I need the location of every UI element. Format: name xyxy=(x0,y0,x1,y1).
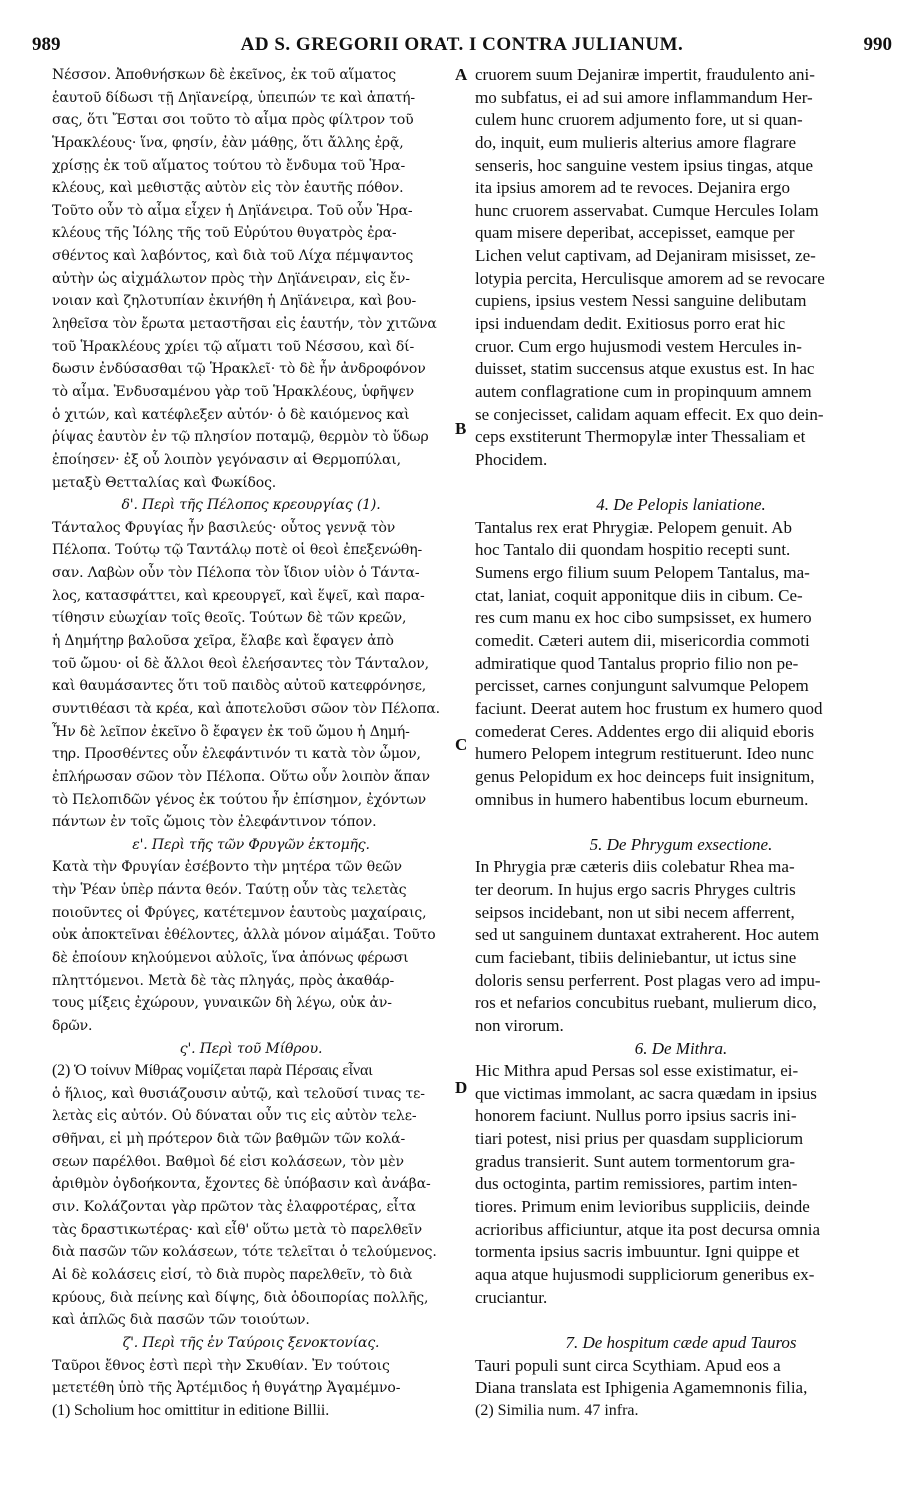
latin-text-line: cruciantur. xyxy=(475,1287,548,1307)
greek-text-line: λετὰς εἰς αὐτόν. Οὐ δύναται οὖν τις εἰς αὐτὸν τελε- xyxy=(52,1108,417,1125)
greek-text-line: πάντων ἐν τοῖς ὤμοις τὸν ἐλεφάντινον τόπον. xyxy=(52,814,377,831)
greek-text-line: καὶ θαυμάσαντες ὅτι τοῦ παιδὸς αὐτοῦ κατεφρόνησε, xyxy=(52,678,427,695)
greek-text-line: τους μίξεις ἐχώρουν, γυναικῶν δὴ λέγω, οὐκ ἀν- xyxy=(52,995,392,1012)
latin-text-line: senseris, hoc sanguine vestem ipsius tingas, atque xyxy=(475,155,814,175)
latin-text-line: In Phrygia præ cæteris diis colebatur Rhea ma- xyxy=(475,857,795,877)
greek-text-line: καὶ ἁπλῶς διὰ πασῶν τῶν τοιούτων. xyxy=(52,1312,310,1329)
greek-text-line: ζ'. Περὶ τῆς ἐν Ταύροις ξενοκτονίας. xyxy=(122,1334,380,1351)
latin-text-line: tiari potest, nisi prius per quasdam suppliciorum xyxy=(475,1129,804,1149)
latin-text-line: cum faciebant, tibiis deliniebantur, ut ictus sine xyxy=(475,947,797,967)
greek-text-line: Ἦν δὲ λεῖπον ἐκεῖνο ὃ ἔφαγεν ἐκ τοῦ ὤμου ἡ Δημή- xyxy=(52,723,410,740)
greek-text-line: κλέους, καὶ μεθιστᾷς αὐτὸν εἰς τὸν ἑαυτῆς πόθον. xyxy=(52,180,404,197)
latin-text-line: gradus transierit. Sunt autem tormentorum gra- xyxy=(475,1151,796,1171)
greek-column xyxy=(52,64,450,1422)
latin-text-line: ipsi induendam dedit. Exitiosus porro erat hic xyxy=(475,314,786,334)
latin-text-line: cupiens, ipsius vestem Nessi sanguine delibutam xyxy=(475,291,807,311)
latin-text-line: Diana translata est Iphigenia Agamemnonis filia, xyxy=(475,1378,808,1398)
latin-text-line: hoc Tantalo dii quondam hospitio recepti sunt. xyxy=(475,540,791,560)
latin-text-line: tormenta ipsius sacris imbuuntur. Igni quippe et xyxy=(475,1242,800,1262)
latin-text-line: omnibus in humero habentibus locum eburneum. xyxy=(475,789,809,809)
latin-text-line: honorem faciunt. Nullus porro ipsius sacris ini- xyxy=(475,1106,797,1126)
margin-marker-c: C xyxy=(455,735,468,754)
greek-text-line: λος, κατασφάττει, καὶ κρεουργεῖ, καὶ ἕψεῖ, καὶ παρα- xyxy=(52,587,425,604)
latin-text-line: admiratique quod Tantalus proprio filio non pe- xyxy=(475,653,799,673)
greek-text-line: ἑαυτοῦ δίδωσι τῇ Δηϊανείρᾳ, ὑπειπών τε καὶ ἀπατή- xyxy=(52,89,415,106)
greek-text-line: κλέους τῆς Ἰόλης τῆς τοῦ Εὐρύτου θυγατρὸς ἐρα- xyxy=(52,225,397,242)
greek-text-line: μετετέθη ὑπὸ τῆς Ἀρτέμιδος ἡ θυγάτηρ Ἀγαμέμνο- xyxy=(52,1380,401,1397)
greek-text-line: Ταῦροι ἔθνος ἐστὶ περὶ τὴν Σκυθίαν. Ἐν τούτοις xyxy=(52,1357,390,1374)
greek-text-line: Τάνταλος Φρυγίας ἦν βασιλεύς· οὗτος γεννᾷ τὸν xyxy=(52,519,396,536)
latin-text-line: ceps exstiterunt Thermopylæ inter Thessaliam et xyxy=(475,427,806,447)
latin-text-line xyxy=(475,1309,887,1332)
greek-text-line: Πέλοπα. Τούτῳ τῷ Ταντάλῳ ποτὲ οἱ θεοὶ ἐπεξενώθη- xyxy=(52,542,423,559)
greek-text-line: τὸ Πελοπιδῶν γένος ἐκ τούτου ἦν ἐπίσημον, ἐχόντων xyxy=(52,791,426,808)
greek-text-line: σεων παρέλθοι. Βαθμοὶ δέ εἰσι κολάσεων, τὸν μὲν xyxy=(52,1153,404,1170)
greek-text-line: σθῆναι, εἰ μὴ πρότερον διὰ τῶν βαθμῶν τῶν κολά- xyxy=(52,1131,406,1148)
greek-text-line: δ'. Περὶ τῆς Πέλοπος κρεουργίας (1). xyxy=(121,497,381,514)
latin-text-line: faciunt. Deerat autem hoc frustum ex humero quod xyxy=(475,698,823,718)
latin-text-line: Lichen velut captivam, ad Dejaniram misisset, ze- xyxy=(475,246,816,266)
greek-text-line: αὐτὴν ὡς αἰχμάλωτον πρὸς τὴν Δηϊάνειραν, εἰς ἔν- xyxy=(52,270,410,287)
latin-text-line: (2) Similia num. 47 infra. xyxy=(475,1401,639,1419)
greek-text-line: δρῶν. xyxy=(52,1017,93,1034)
latin-text-line: duisset, statim succensus atque exustus est. In hac xyxy=(475,359,815,379)
latin-text-line: hunc cruorem asservabat. Cumque Hercules Iolam xyxy=(475,200,819,220)
latin-text-line: cruorem suum Dejaniræ impertit, fraudulento ani- xyxy=(475,65,815,84)
latin-text-line: 4. De Pelopis laniatione. xyxy=(596,495,766,515)
latin-text-line: tiores. Primum enim levioribus suppliciis, deinde xyxy=(475,1197,810,1217)
greek-text-line: νοιαν καὶ ζηλοτυπίαν ἐκινήθη ἡ Δηϊάνειρα, καὶ βου- xyxy=(52,293,417,310)
latin-text-line xyxy=(475,472,887,495)
greek-text-line: ὁ χιτών, καὶ κατέφλεξεν αὐτόν· ὁ δὲ καιόμενος καὶ xyxy=(52,406,410,423)
latin-text-line: humero Pelopem integrum restituerunt. Ideo nunc xyxy=(475,744,814,764)
greek-text-line: τίθησιν εὐωχίαν τοῖς θεοῖς. Τούτων δὲ τῶν κρεῶν, xyxy=(52,610,407,627)
margin-marker-a: A xyxy=(455,65,468,84)
latin-text-line: culem hunc cruorem adjumento fore, ut si quan- xyxy=(475,110,803,130)
greek-text-line: ληθεῖσα τὸν ἔρωτα μεταστῆσαι εἰς ἑαυτήν, τὸν χιτῶνα xyxy=(52,316,437,333)
latin-text-line: acrioribus afficiuntur, atque ita post decursa omnia xyxy=(475,1219,821,1239)
latin-text-line: comedit. Cæteri autem dii, misericordia commoti xyxy=(475,631,810,651)
greek-text-line: δωσιν ἐνδύσασθαι τῷ Ἡρακλεῖ· τὸ δὲ ἦν ἀνδροφόνον xyxy=(52,361,426,378)
latin-text-line: Tauri populi sunt circa Scythiam. Apud eos a xyxy=(475,1355,781,1375)
greek-text-line: διὰ πασῶν τῶν κολάσεων, τότε τελεῖται ὁ τελούμενος. xyxy=(52,1244,437,1261)
greek-text-line: ς'. Περὶ τοῦ Μίθρου. xyxy=(179,1040,323,1057)
latin-text-line: lotypia percita, Herculisque amorem ad se revocare xyxy=(475,268,825,288)
latin-column xyxy=(475,64,887,1422)
greek-text-line: μεταξὺ Θετταλίας καὶ Φωκίδος. xyxy=(52,474,277,491)
greek-text-line: ε'. Περὶ τῆς τῶν Φρυγῶν ἐκτομῆς. xyxy=(132,836,370,853)
greek-text-line: κρύους, διὰ πείνης καὶ δίψης, διὰ ὁδοιπορίας πολλῆς, xyxy=(52,1289,429,1306)
greek-text-line: συντιθέασι τὰ κρέα, καὶ ἀποτελοῦσι σῶον τὸν Πέλοπα. xyxy=(52,700,440,717)
greek-text-line: πληττόμενοι. Μετὰ δὲ τὰς πληγάς, πρὸς ἀκαθάρ- xyxy=(52,972,395,989)
latin-text-line: que victimas immolant, ac sacra quædam in ipsius xyxy=(475,1083,817,1103)
greek-text-line: σας, ὅτι Ἔσται σοι τοῦτο τὸ αἷμα πρὸς φίλτρον τοῦ xyxy=(52,112,414,129)
latin-text-line: comederat Ceres. Addentes ergo dii aliquid eboris xyxy=(475,721,815,741)
greek-text-line: Τοῦτο οὖν τὸ αἷμα εἶχεν ἡ Δηϊάνειρα. Τοῦ οὖν Ἡρα- xyxy=(52,202,413,219)
page-header xyxy=(32,34,892,60)
latin-text-line: ter deorum. In hujus ergo sacris Phryges cultris xyxy=(475,880,796,900)
greek-text-line: ἐπλήρωσαν σῶον τὸν Πέλοπα. Οὕτω οὖν λοιπὸν ἅπαν xyxy=(52,768,430,785)
latin-text-line: seipsos incidebant, non ut sibi necem afferrent, xyxy=(475,902,795,922)
latin-text-line: dus octoginta, partim remissiores, partim inten- xyxy=(475,1174,798,1194)
greek-text-line: ἡ Δημήτηρ βαλοῦσα χεῖρα, ἔλαβε καὶ ἔφαγεν ἀπὸ xyxy=(52,633,394,650)
greek-text-line: ἐποίησεν· ἐξ οὗ λοιπὸν γεγόνασιν αἱ Θερμοπύλαι, xyxy=(52,451,401,468)
greek-text-line: σιν. Κολάζονται γὰρ πρῶτον τὰς ἐλαφροτέρας, εἶτα xyxy=(52,1199,416,1216)
latin-text-line xyxy=(475,811,887,834)
greek-text-line: ὁ ἥλιος, καὶ θυσιάζουσιν αὐτῷ, καὶ τελοῦσί τινας τε- xyxy=(52,1085,425,1102)
latin-text-line: doloris sensu perferrent. Post plagas vero ad impu- xyxy=(475,970,821,990)
latin-text-line: sed ut sanguinem duntaxat extraherent. Hoc autem xyxy=(475,925,820,945)
latin-text-line: 6. De Mithra. xyxy=(634,1038,728,1058)
greek-text-line: δὲ ἐποίουν κηλούμενοι αὐλοῖς, ἵνα ἀπόνως φέρωσι xyxy=(52,949,409,966)
latin-text-line: mo subfatus, ei ad sui amore inflammandum Her- xyxy=(475,87,813,107)
greek-text-line: ποιοῦντες οἱ Φρύγες, κατέτεμνον ἑαυτοὺς μαχαίραις, xyxy=(52,904,427,921)
latin-text-line: Tantalus rex erat Phrygiæ. Pelopem genuit. Ab xyxy=(475,517,793,537)
latin-text-line: genus Pelopidum ex hoc deinceps fuit insignitum, xyxy=(475,766,815,786)
latin-text-line: cruor. Cum ergo hujusmodi vestem Hercules in- xyxy=(475,336,802,356)
latin-text-line: non virorum. xyxy=(475,1015,564,1035)
latin-text-line: quam misere deperibat, accepisset, eamque per xyxy=(475,223,795,243)
greek-text-line: οὐκ ἀποκτεῖναι ἐθέλοντες, ἀλλὰ μόνον αἱμάξαι. Τοῦτο xyxy=(52,927,436,944)
latin-text-line: autem conflagratione cum in propinquum amnem xyxy=(475,381,812,401)
latin-text-line: res cum manu ex hoc cibo sumpsisset, ex humero xyxy=(475,608,812,628)
greek-text-line: χρίσῃς ἐκ τοῦ αἵματος τούτου τὸ ἔνδυμα τοῦ Ἡρα- xyxy=(52,157,406,174)
greek-text-line: Ἡρακλέους· ἵνα, φησίν, ἐὰν μάθῃς, ὅτι ἄλλης ἐρᾷ, xyxy=(52,134,404,151)
latin-text-line: 7. De hospitum cæde apud Tauros xyxy=(565,1332,797,1352)
greek-text-line: Αἱ δὲ κολάσεις εἰσί, τὸ διὰ πυρὸς παρελθεῖν, τὸ διὰ xyxy=(52,1266,413,1283)
margin-marker-b: B xyxy=(455,419,467,438)
latin-text-line: Hic Mithra apud Persas sol esse existimatur, ei- xyxy=(475,1061,799,1081)
latin-text-line: aqua atque hujusmodi suppliciorum generibus ex- xyxy=(475,1264,815,1284)
latin-text-line: Phocidem. xyxy=(475,449,548,469)
greek-text-line: τὰς δραστικωτέρας· καὶ εἶθ' οὕτω μετὰ τὸ παρελθεῖν xyxy=(52,1221,422,1238)
greek-text-line: Νέσσον. Ἀποθνήσκων δὲ ἐκεῖνος, ἐκ τοῦ αἵματος xyxy=(52,67,396,83)
latin-text-line: ctat, laniat, coquit apponitque diis in cibum. Ce- xyxy=(475,585,803,605)
greek-text-line: τοῦ ὤμου· οἱ δὲ ἄλλοι θεοὶ ἐλεήσαντες τὸν Τάνταλον, xyxy=(52,655,429,672)
page-number-right: 990 xyxy=(863,34,892,55)
greek-text-line: ῥίψας ἑαυτὸν ἐν τῷ πλησίον ποταμῷ, θερμὸν τὸ ὕδωρ xyxy=(52,429,429,446)
greek-text-line: ἀριθμὸν ὀγδοήκοντα, ἔχοντες δὲ ὑπόβασιν καὶ ἀνάβα- xyxy=(52,1176,431,1193)
greek-text-line: τὴν Ῥέαν ὑπὲρ πάντα θεόν. Ταύτῃ οὖν τὰς τελετὰς xyxy=(52,882,407,899)
running-title: AD S. GREGORII ORAT. I CONTRA JULIANUM. xyxy=(240,34,684,55)
greek-text-line: σαν. Λαβὼν οὖν τὸν Πέλοπα τὸν ἴδιον υἱὸν ὁ Τάντα- xyxy=(52,565,420,582)
latin-text-line: do, inquit, eum mulieris alterius amore flagrare xyxy=(475,132,797,152)
greek-text-line: Κατὰ τὴν Φρυγίαν ἐσέβοντο τὴν μητέρα τῶν θεῶν xyxy=(52,859,402,876)
greek-text-line: σθέντος καὶ λαβόντος, καὶ διὰ τοῦ Λίχα πέμψαντος xyxy=(52,248,414,265)
latin-text-line: Sumens ergo filium suum Pelopem Tantalus, ma- xyxy=(475,563,810,583)
greek-text-line: (2) Ὁ τοίνυν Μίθρας νομίζεται παρὰ Πέρσαις εἶναι xyxy=(52,1062,373,1080)
latin-text-line: percisset, carnes conjungunt salvumque Pelopem xyxy=(475,676,809,696)
margin-marker-d: D xyxy=(455,1078,468,1097)
greek-text-line: (1) Scholium hoc omittitur in editione Billii. xyxy=(52,1401,330,1419)
latin-text-line: ros et nefarios concubitus ruebant, mulierum dico, xyxy=(475,993,817,1013)
latin-text-line: 5. De Phrygum exsectione. xyxy=(589,834,773,854)
greek-text-line: τὸ αἷμα. Ἐνδυσαμένου γὰρ τοῦ Ἡρακλέους, ὑφῆψεν xyxy=(52,383,414,400)
page-number-left: 989 xyxy=(32,34,61,55)
latin-text-line: ita ipsius amorem ad te revoces. Dejanira ergo xyxy=(475,178,791,198)
greek-text-line: τηρ. Προσθέντες οὖν ἐλεφάντινόν τι κατὰ τὸν ὦμον, xyxy=(52,746,421,763)
greek-text-line: τοῦ Ἡρακλέους χρίει τῷ αἵματι τοῦ Νέσσου, καὶ δί- xyxy=(52,338,415,355)
latin-text-line: se conjecisset, calidam aquam effecit. Ex quo dein- xyxy=(475,404,824,424)
